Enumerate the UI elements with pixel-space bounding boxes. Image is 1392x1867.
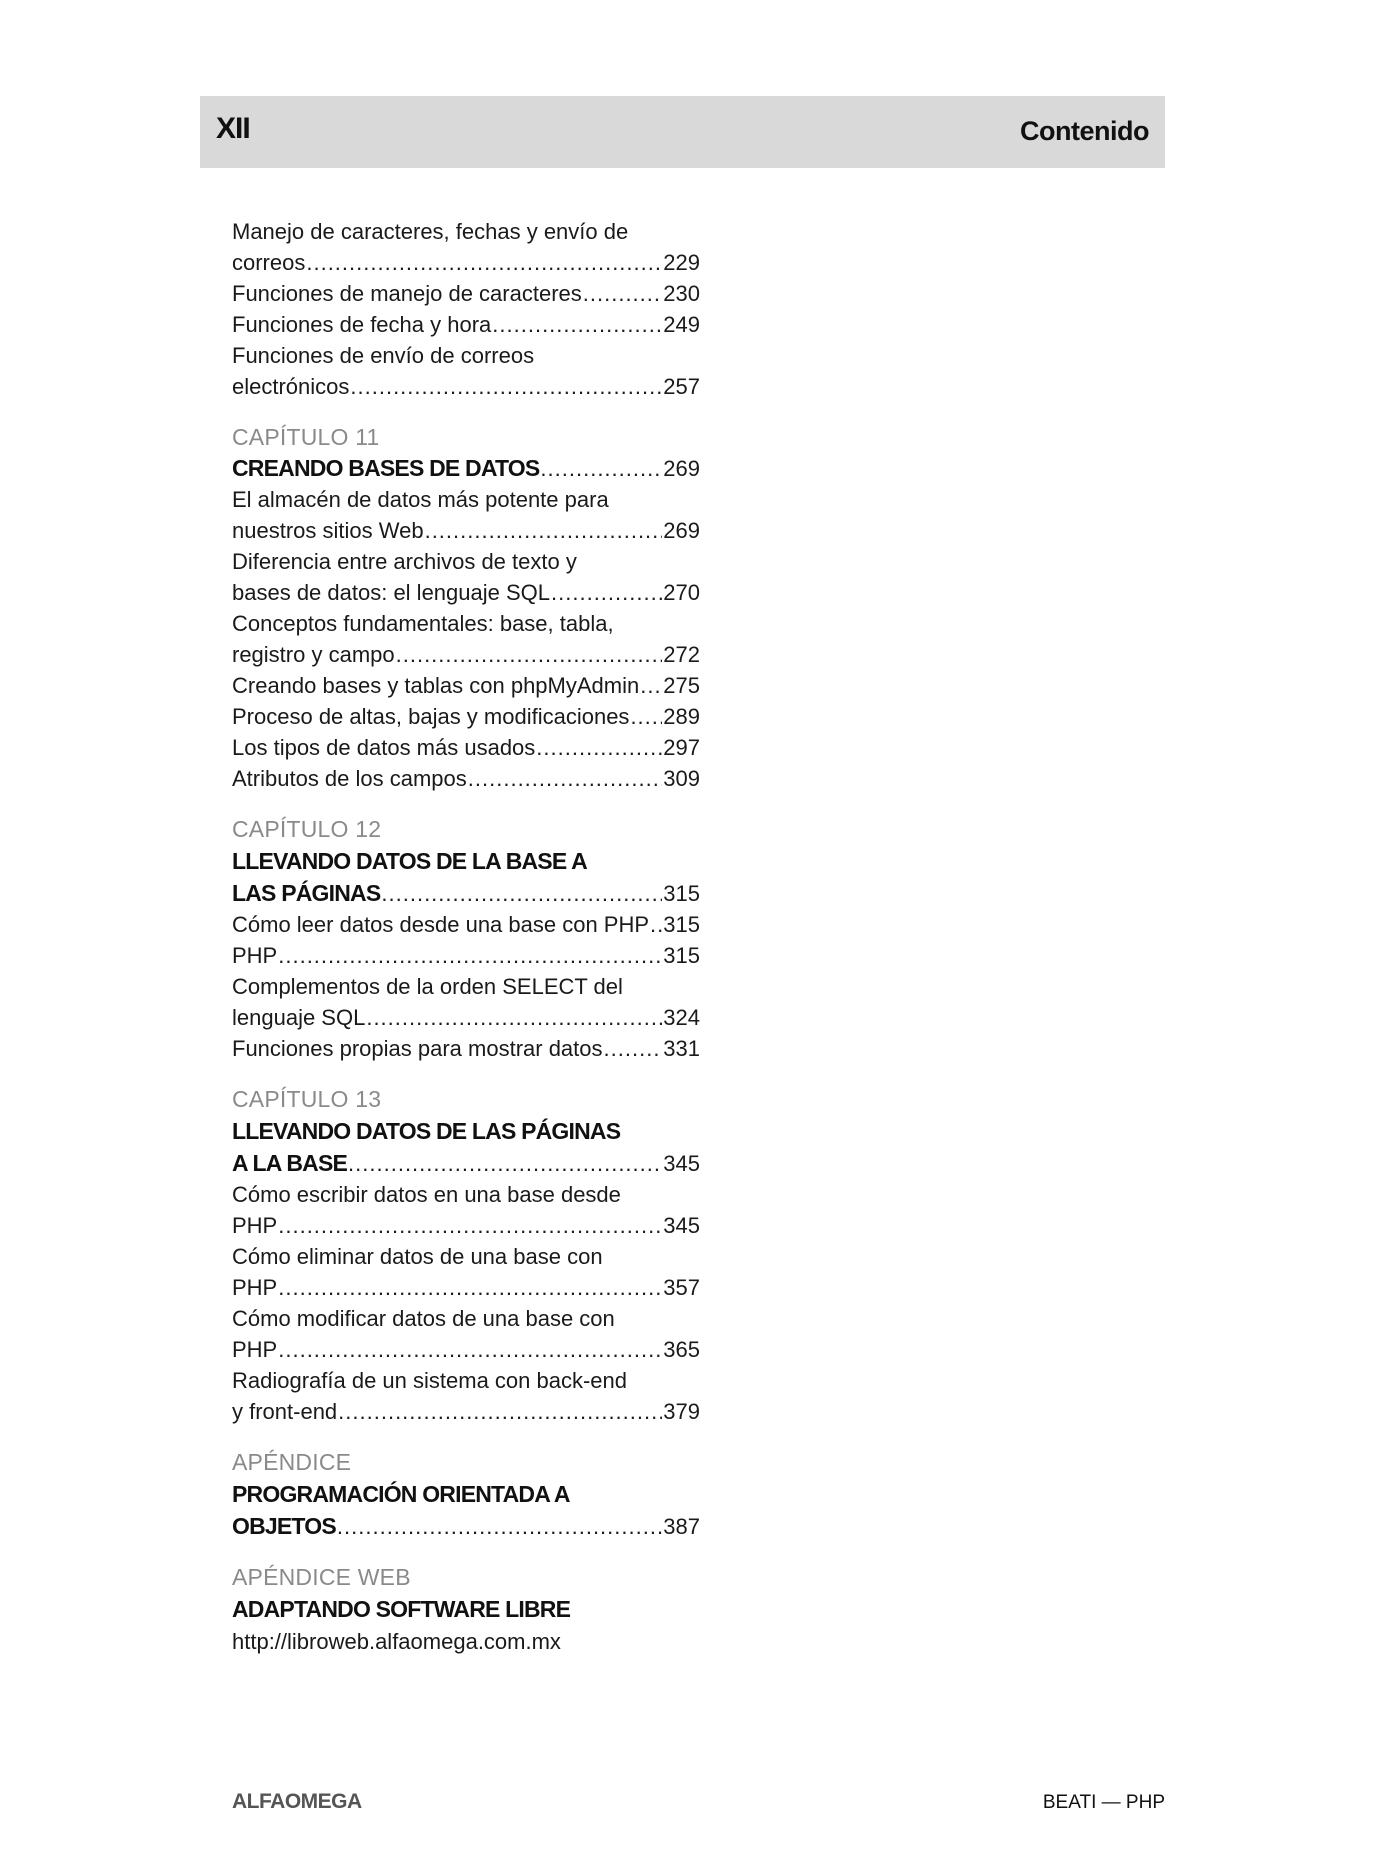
entry-text-line: Diferencia entre archivos de texto y <box>232 549 577 574</box>
chapter-title-block <box>232 845 700 909</box>
table-of-contents <box>232 216 700 1657</box>
dot-leader <box>540 453 662 484</box>
book-footer: BEATI — PHP <box>1042 1792 1165 1813</box>
chapter-title-block <box>232 1478 700 1542</box>
entry-text-line: Cómo modificar datos de una base con <box>232 1306 615 1331</box>
chapter-title: ADAPTANDO SOFTWARE LIBRE <box>232 1596 571 1622</box>
page-reference: 269 <box>663 456 700 481</box>
entry-line <box>232 1002 700 1033</box>
page-header <box>200 96 1165 168</box>
entry-line <box>232 909 700 940</box>
toc-entry <box>232 278 700 309</box>
toc-entry <box>232 1303 700 1365</box>
dot-leader <box>306 247 662 278</box>
page-reference: 365 <box>663 1337 700 1362</box>
dot-leader <box>396 639 663 670</box>
entry-text-line: Cómo escribir datos en una base desde <box>232 1182 621 1207</box>
dot-leader <box>381 878 662 909</box>
web-appendix-section <box>232 1561 700 1657</box>
chapter-label: APÉNDICE WEB <box>232 1564 411 1590</box>
page-reference: 275 <box>663 673 700 698</box>
dot-leader <box>278 1334 662 1365</box>
entry-line <box>232 940 700 971</box>
entry-line <box>232 1033 700 1064</box>
page-reference: 269 <box>663 518 700 543</box>
entry-line <box>232 1210 700 1241</box>
chapter-section <box>232 813 700 1064</box>
page-reference: 315 <box>663 881 700 906</box>
entry-line <box>232 247 700 278</box>
toc-entry <box>232 1365 700 1427</box>
entry-title: y front-end <box>232 1399 338 1424</box>
entry-line <box>232 577 700 608</box>
dot-leader <box>551 577 662 608</box>
chapter-label: CAPÍTULO 13 <box>232 1086 382 1112</box>
entry-title: Creando bases y tablas con phpMyAdmin <box>232 673 640 698</box>
dot-leader <box>536 732 662 763</box>
toc-entry <box>232 216 700 278</box>
page-reference: 249 <box>663 312 700 337</box>
dot-leader <box>583 278 663 309</box>
entry-line <box>232 670 700 701</box>
entry-text-line: Cómo eliminar datos de una base con <box>232 1244 603 1269</box>
entry-line <box>232 278 700 309</box>
toc-entry <box>232 732 700 763</box>
chapter-title: CREANDO BASES DE DATOS <box>232 455 540 481</box>
publisher-footer: ALFAOMEGA <box>232 1790 362 1813</box>
toc-entry <box>232 670 700 701</box>
entry-title: correos <box>232 250 306 275</box>
page-reference: 331 <box>663 1036 700 1061</box>
chapter-title-line: LLEVANDO DATOS DE LA BASE A <box>232 848 587 874</box>
dot-leader <box>366 1002 662 1033</box>
page-reference: 324 <box>663 1005 700 1030</box>
entry-line <box>232 701 700 732</box>
chapter-title-block <box>232 453 700 484</box>
page-reference: 229 <box>663 250 700 275</box>
entry-title: Funciones de manejo de caracteres <box>232 281 582 306</box>
page-reference: 309 <box>663 766 700 791</box>
entry-title: Funciones de fecha y hora <box>232 312 492 337</box>
chapter-title: LAS PÁGINAS <box>232 880 381 906</box>
entry-text-line: El almacén de datos más potente para <box>232 487 609 512</box>
page-reference: 230 <box>663 281 700 306</box>
section-title: Contenido <box>1020 116 1149 146</box>
chapter-label: CAPÍTULO 11 <box>232 424 380 450</box>
chapter-title-line <box>232 1511 700 1542</box>
chapter-title-line: LLEVANDO DATOS DE LAS PÁGINAS <box>232 1118 621 1144</box>
entry-line <box>232 1272 700 1303</box>
toc-entry <box>232 309 700 340</box>
dot-leader <box>278 1272 662 1303</box>
dot-leader <box>278 940 662 971</box>
toc-entry <box>232 340 700 402</box>
chapter-section <box>232 421 700 794</box>
entry-text-line: Radiografía de un sistema con back-end <box>232 1368 628 1393</box>
dot-leader <box>492 309 662 340</box>
page-reference: 315 <box>663 943 700 968</box>
page-reference: 257 <box>663 374 700 399</box>
entry-text-line: Funciones de envío de correos <box>232 343 535 368</box>
page-reference: 345 <box>663 1213 700 1238</box>
entry-line <box>232 639 700 670</box>
toc-entry <box>232 763 700 794</box>
toc-entry <box>232 971 700 1033</box>
toc-entry <box>232 1033 700 1064</box>
dot-leader <box>425 515 663 546</box>
page-number: XII <box>216 112 250 145</box>
toc-entry <box>232 940 700 971</box>
entry-title: Cómo leer datos desde una base con PHP <box>232 912 650 937</box>
chapter-section <box>232 1083 700 1427</box>
page-reference: 270 <box>663 580 700 605</box>
chapter-title-block <box>232 1115 700 1179</box>
toc-entry <box>232 1179 700 1241</box>
dot-leader <box>338 1396 662 1427</box>
dot-leader <box>348 1148 662 1179</box>
dot-leader <box>468 763 663 794</box>
page-reference: 297 <box>663 735 700 760</box>
entry-title: PHP <box>232 943 278 968</box>
dot-leader <box>640 670 662 701</box>
chapter-title-line: PROGRAMACIÓN ORIENTADA A <box>232 1481 570 1507</box>
page-reference: 379 <box>663 1399 700 1424</box>
chapter-label: APÉNDICE <box>232 1449 352 1475</box>
dot-leader <box>604 1033 663 1064</box>
page-reference: 289 <box>663 704 700 729</box>
entry-line <box>232 1334 700 1365</box>
toc-entry <box>232 484 700 546</box>
entry-line <box>232 515 700 546</box>
entry-title: lenguaje SQL <box>232 1005 366 1030</box>
entry-line <box>232 309 700 340</box>
entry-line <box>232 732 700 763</box>
entry-line <box>232 371 700 402</box>
page-reference: 387 <box>663 1514 700 1539</box>
entry-text-line: Conceptos fundamentales: base, tabla, <box>232 611 614 636</box>
toc-entry <box>232 608 700 670</box>
toc-entry <box>232 1241 700 1303</box>
page-reference: 315 <box>663 912 700 937</box>
dot-leader <box>350 371 662 402</box>
dot-leader <box>650 909 662 940</box>
entry-title: Atributos de los campos <box>232 766 467 791</box>
entry-text-line: Manejo de caracteres, fechas y envío de <box>232 219 629 244</box>
entry-title: registro y campo <box>232 642 395 667</box>
chapter-section <box>232 1446 700 1542</box>
chapter-title-line <box>232 878 700 909</box>
entry-title: Funciones propias para mostrar datos <box>232 1036 603 1061</box>
entry-line <box>232 763 700 794</box>
entry-title: electrónicos <box>232 374 350 399</box>
entry-title: PHP <box>232 1213 278 1238</box>
chapter-title-line <box>232 453 700 484</box>
appendix-url: http://libroweb.alfaomega.com.mx <box>232 1629 561 1654</box>
entry-title: PHP <box>232 1275 278 1300</box>
entry-title: PHP <box>232 1337 278 1362</box>
chapter-title: OBJETOS <box>232 1513 336 1539</box>
toc-entry <box>232 701 700 732</box>
page-reference: 272 <box>663 642 700 667</box>
entry-text-line: Complementos de la orden SELECT del <box>232 974 623 999</box>
entry-title: bases de datos: el lenguaje SQL <box>232 580 551 605</box>
entry-title: Proceso de altas, bajas y modificaciones <box>232 704 630 729</box>
chapter-label: CAPÍTULO 12 <box>232 816 382 842</box>
page-reference: 357 <box>663 1275 700 1300</box>
toc-entry <box>232 909 700 940</box>
entry-title: nuestros sitios Web <box>232 518 424 543</box>
entry-line <box>232 1396 700 1427</box>
dot-leader <box>337 1511 662 1542</box>
chapter-title-line <box>232 1148 700 1179</box>
dot-leader <box>630 701 662 732</box>
toc-entry <box>232 546 700 608</box>
dot-leader <box>278 1210 662 1241</box>
entry-title: Los tipos de datos más usados <box>232 735 536 760</box>
page-reference: 345 <box>663 1151 700 1176</box>
chapter-title: A LA BASE <box>232 1150 348 1176</box>
